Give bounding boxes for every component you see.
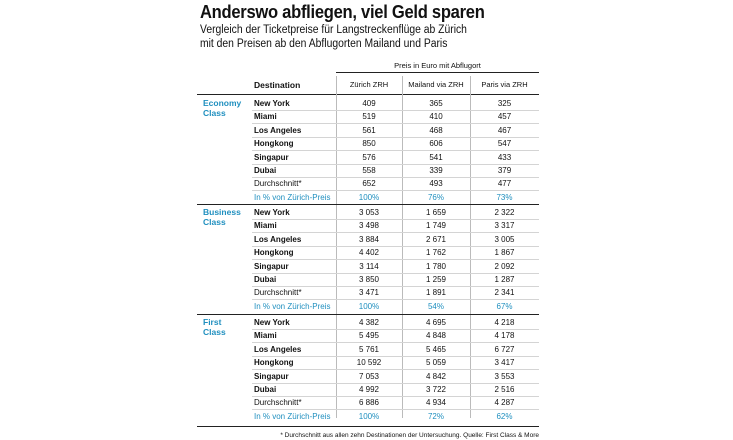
table-row xyxy=(252,383,539,397)
destination-cell: Singapur xyxy=(254,261,289,271)
section-3 xyxy=(197,315,539,426)
price-cell: 62% xyxy=(496,411,513,421)
destination-cell: In % von Zürich-Preis xyxy=(254,301,331,311)
price-cell: 3 005 xyxy=(494,234,515,244)
price-superheader: Preis in Euro mit Abflugort xyxy=(336,60,539,73)
table-row xyxy=(252,151,539,165)
destination-cell: Singapur xyxy=(254,152,289,162)
price-cell: 100% xyxy=(358,411,380,421)
section-label-line-2: Class xyxy=(203,108,226,118)
price-cell: 467 xyxy=(497,125,512,135)
price-cell: 2 092 xyxy=(494,261,515,271)
price-cell: 3 722 xyxy=(425,385,447,394)
price-cell: 1 659 xyxy=(425,208,447,217)
header-destination: Destination xyxy=(254,80,301,90)
price-cell: 3 850 xyxy=(358,275,380,284)
destination-cell: Los Angeles xyxy=(254,125,302,135)
column-headers xyxy=(197,76,539,94)
destination-cell: Durchschnitt* xyxy=(254,398,302,408)
price-cell: 7 053 xyxy=(358,371,380,381)
price-cell: 4 934 xyxy=(425,398,447,408)
price-cell: 558 xyxy=(362,166,376,175)
price-cell: 10 592 xyxy=(356,358,382,368)
destination-cell: In % von Zürich-Preis xyxy=(254,411,331,421)
destination-cell: Miami xyxy=(254,331,277,341)
table-row xyxy=(252,246,539,260)
price-cell: 100% xyxy=(358,192,380,202)
price-cell: 561 xyxy=(362,125,376,135)
price-cell: 73% xyxy=(496,192,513,202)
price-cell: 4 287 xyxy=(494,398,515,408)
price-cell: 2 516 xyxy=(494,385,515,394)
price-cell: 541 xyxy=(429,152,443,162)
destination-cell: Los Angeles xyxy=(254,344,302,354)
price-cell: 6 886 xyxy=(358,398,380,408)
destination-cell: New York xyxy=(254,99,290,108)
section-label-line-1: First xyxy=(203,317,222,327)
destination-cell: Miami xyxy=(254,112,277,122)
destination-cell: New York xyxy=(254,208,290,217)
table-row xyxy=(252,273,539,287)
price-cell: 3 417 xyxy=(494,358,515,368)
price-cell: 100% xyxy=(358,301,380,311)
price-cell: 4 992 xyxy=(358,385,380,394)
price-cell: 519 xyxy=(362,112,376,122)
price-cell: 850 xyxy=(362,139,376,149)
destination-cell: Hongkong xyxy=(254,358,294,368)
price-cell: 606 xyxy=(429,139,443,149)
price-cell: 4 695 xyxy=(425,318,447,327)
price-cell: 76% xyxy=(427,192,444,202)
price-cell: 54% xyxy=(427,301,444,311)
price-cell: 1 749 xyxy=(425,221,447,231)
table-row xyxy=(252,124,539,138)
destination-cell: Singapur xyxy=(254,371,289,381)
price-cell: 72% xyxy=(427,411,444,421)
average-row xyxy=(252,286,539,300)
average-row xyxy=(252,396,539,410)
header-zurich: Zürich ZRH xyxy=(349,80,389,89)
percent-row xyxy=(252,191,539,204)
price-cell: 1 867 xyxy=(494,248,515,258)
price-cell: 2 671 xyxy=(425,234,447,244)
table-row xyxy=(252,110,539,124)
destination-cell: New York xyxy=(254,318,290,327)
table-row xyxy=(252,206,539,220)
price-cell: 4 848 xyxy=(425,331,447,341)
price-cell: 3 884 xyxy=(358,234,380,244)
destination-cell: Dubai xyxy=(254,166,277,175)
price-cell: 67% xyxy=(496,301,513,311)
table-row xyxy=(252,343,539,357)
price-cell: 1 780 xyxy=(425,261,447,271)
price-cell: 3 553 xyxy=(494,371,515,381)
price-cell: 1 287 xyxy=(494,275,515,284)
price-cell: 5 465 xyxy=(425,344,447,354)
header-mailand: Mailand via ZRH xyxy=(408,80,464,89)
percent-row xyxy=(252,300,539,313)
infographic xyxy=(197,2,539,439)
price-cell: 4 178 xyxy=(494,331,515,341)
price-cell: 410 xyxy=(429,112,443,122)
table-row xyxy=(252,164,539,178)
header-paris: Paris via ZRH xyxy=(481,80,528,89)
price-cell: 1 891 xyxy=(425,288,447,298)
section-1 xyxy=(197,96,539,207)
price-cell: 3 471 xyxy=(358,288,380,298)
price-cell: 652 xyxy=(362,179,376,189)
price-cell: 5 059 xyxy=(425,358,447,368)
average-row xyxy=(252,177,539,191)
price-cell: 339 xyxy=(429,166,443,175)
price-cell: 2 322 xyxy=(494,208,515,217)
subtitle-line-1: Vergleich der Ticketpreise für Langstreckenflüge ab Zürich xyxy=(200,24,467,36)
price-cell: 3 317 xyxy=(494,221,515,231)
price-cell: 4 842 xyxy=(425,371,447,381)
section-label xyxy=(203,317,251,337)
destination-cell: Los Angeles xyxy=(254,234,302,244)
price-cell: 409 xyxy=(362,99,376,108)
destination-cell: In % von Zürich-Preis xyxy=(254,192,331,202)
table-row xyxy=(252,97,539,111)
table-row xyxy=(252,356,539,370)
price-cell: 493 xyxy=(429,179,443,189)
table-row xyxy=(252,260,539,274)
section-2 xyxy=(197,205,539,316)
subtitle-line-2: mit den Preisen ab den Abflugorten Mailand und Paris xyxy=(200,38,448,50)
table-row xyxy=(252,219,539,233)
price-cell: 325 xyxy=(497,99,512,108)
destination-cell: Dubai xyxy=(254,275,277,284)
price-cell: 365 xyxy=(429,99,443,108)
price-cell: 576 xyxy=(362,152,376,162)
price-cell: 4 218 xyxy=(494,318,515,327)
table-row xyxy=(252,370,539,384)
table-row xyxy=(252,137,539,151)
price-cell: 6 727 xyxy=(494,344,515,354)
table-row xyxy=(252,329,539,343)
section-label-line-2: Class xyxy=(203,327,226,337)
destination-cell: Durchschnitt* xyxy=(254,179,302,189)
table-row xyxy=(252,316,539,330)
price-cell: 5 761 xyxy=(358,344,380,354)
price-cell: 477 xyxy=(497,179,512,189)
price-cell: 433 xyxy=(497,152,512,162)
footnote: * Durchschnitt aus allen zehn Destinationen der Untersuchung. Quelle: First Class & More xyxy=(280,432,539,439)
destination-cell: Hongkong xyxy=(254,139,294,149)
destination-cell: Dubai xyxy=(254,385,277,394)
price-cell: 1 762 xyxy=(425,248,447,258)
percent-row xyxy=(252,410,539,423)
price-cell: 3 498 xyxy=(358,221,380,231)
price-cell: 2 341 xyxy=(494,288,515,298)
price-cell: 3 114 xyxy=(359,261,379,271)
table-bottom-rule xyxy=(197,426,539,427)
destination-cell: Miami xyxy=(254,221,277,231)
price-cell: 3 053 xyxy=(358,208,380,217)
section-label-line-1: Business xyxy=(203,207,241,217)
section-label xyxy=(203,207,251,227)
section-label-line-1: Economy xyxy=(203,98,242,108)
destination-cell: Hongkong xyxy=(254,248,294,258)
header-rule xyxy=(197,94,539,95)
price-cell: 4 402 xyxy=(358,248,380,258)
price-cell: 5 495 xyxy=(358,331,380,341)
table-row xyxy=(252,233,539,247)
page-title: Anderswo abfliegen, viel Geld sparen xyxy=(200,2,485,22)
price-cell: 468 xyxy=(429,125,443,135)
price-cell: 379 xyxy=(497,166,512,175)
section-label xyxy=(203,98,251,118)
destination-cell: Durchschnitt* xyxy=(254,288,302,298)
section-label-line-2: Class xyxy=(203,217,226,227)
price-cell: 547 xyxy=(497,139,512,149)
price-cell: 4 382 xyxy=(358,318,380,327)
price-cell: 1 259 xyxy=(425,275,447,284)
price-cell: 457 xyxy=(497,112,512,122)
